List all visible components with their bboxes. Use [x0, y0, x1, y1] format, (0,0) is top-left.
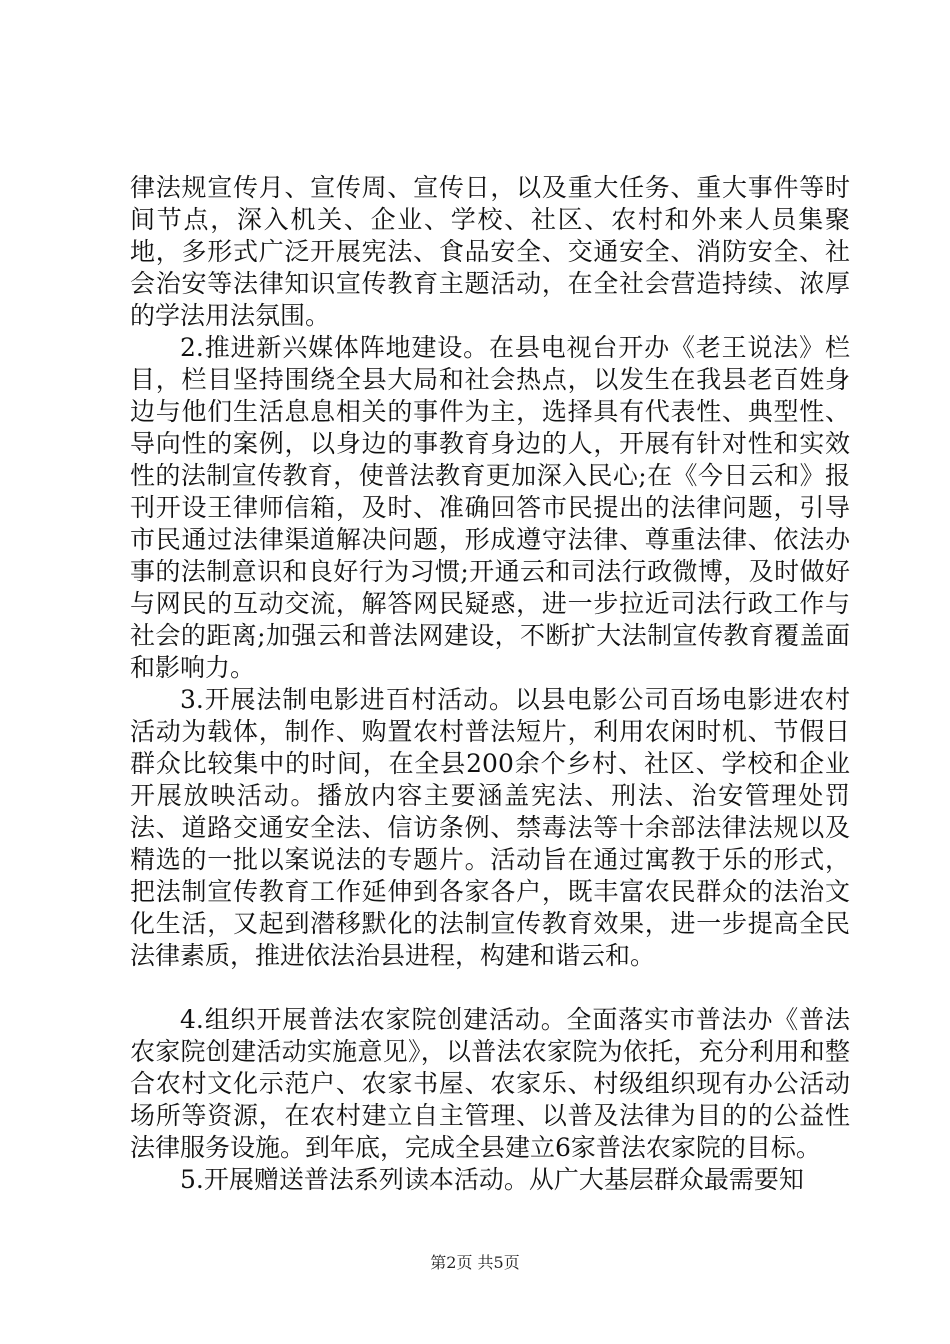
paragraph-reading-books: 5.开展赠送普法系列读本活动。从广大基层群众最需要知: [180, 1165, 804, 1194]
paragraph-legal-films: 3.开展法制电影进百村活动。以县电影公司百场电影进农村活动为载体，制作、购置农村普法短片，利用农闲时机、节假日群众比较集中的时间，在全县200余个乡村、社区、学校和企业开展放映活动。播放内容主要涵盖宪法、刑法、治安管理处罚法、道路交通安全法、信访条例、禁毒法等十余部法律法规以及精选的一批以案说法的专题片。活动旨在通过寓教于乐的形式，把法制宣传教育工作延伸到各家各户，既丰富农民群众的法治文化生活，又起到潜移默化的法制宣传教育效果，进一步提高全民法律素质，推进依法治县进程，构建和谐云和。: [130, 685, 850, 970]
paragraph-farmhouse: 4.组织开展普法农家院创建活动。全面落实市普法办《普法农家院创建活动实施意见》，以普法农家院为依托，充分利用和整合农村文化示范户、农家书屋、农家乐、村级组织现有办公活动场所等资源，在农村建立自主管理、以普及法律为目的的公益性法律服务设施。到年底，完成全县建立6家普法农家院的目标。: [130, 1005, 850, 1162]
paragraph-new-media: 2.推进新兴媒体阵地建设。在县电视台开办《老王说法》栏目，栏目坚持围绕全县大局和社会热点，以发生在我县老百姓身边与他们生活息息相关的事件为主，选择具有代表性、典型性、导向性的案例，以身边的事教育身边的人，开展有针对性和实效性的法制宣传教育，使普法教育更加深入民心;在《今日云和》报刊开设王律师信箱，及时、准确回答市民提出的法律问题，引导市民通过法律渠道解决问题，形成遵守法律、尊重法律、依法办事的法制意识和良好行为习惯;开通云和司法行政微博，及时做好与网民的互动交流，解答网民疑惑，进一步拉近司法行政工作与社会的距离;加强云和普法网建设，不断扩大法制宣传教育覆盖面和影响力。: [130, 333, 850, 682]
paragraph-continuation: 律法规宣传月、宣传周、宣传日，以及重大任务、重大事件等时间节点，深入机关、企业、学校、社区、农村和外来人员集聚地，多形式广泛开展宪法、食品安全、交通安全、消防安全、社会治安等法律知识宣传教育主题活动，在全社会营造持续、浓厚的学法用法氛围。: [130, 173, 850, 330]
page-number-footer: 第2页 共5页: [430, 1253, 520, 1272]
document-body: [130, 172, 850, 1196]
